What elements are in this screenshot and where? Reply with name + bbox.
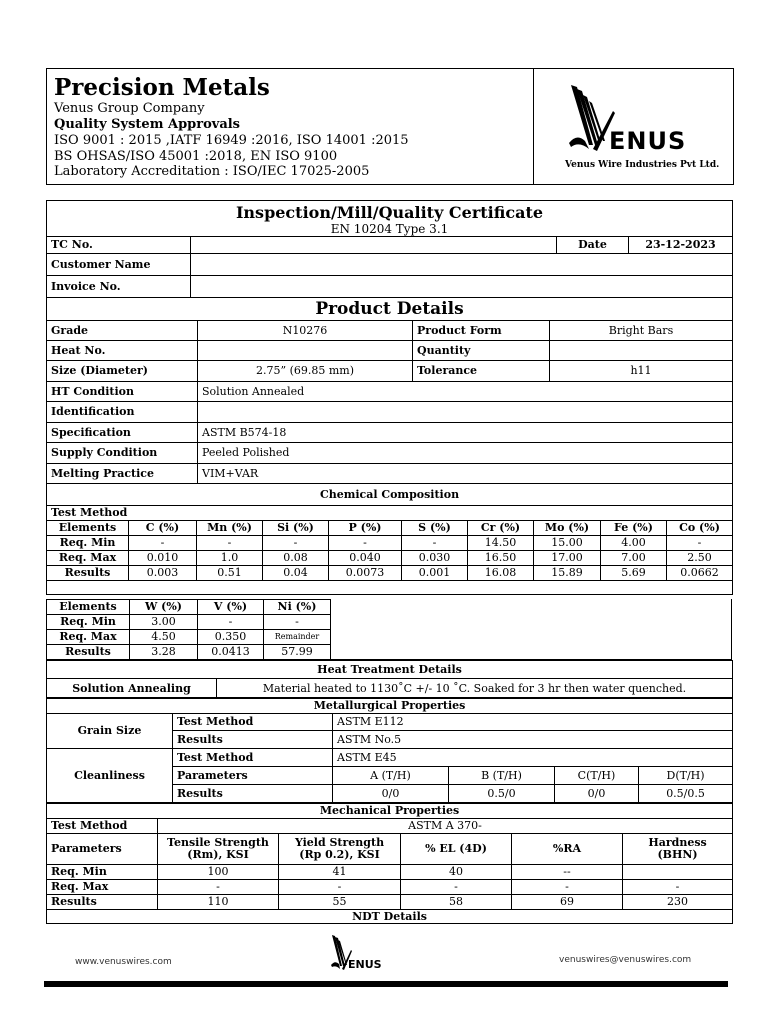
- mech-cell: -: [158, 880, 279, 895]
- table-row: [47, 880, 733, 895]
- mech-cell: -: [623, 880, 733, 895]
- product-title: Product Details: [47, 298, 733, 321]
- company-info: [47, 69, 534, 184]
- chem-cell: 15.89: [534, 566, 601, 581]
- cleanliness-label: Cleanliness: [47, 749, 173, 803]
- chem2-cell: Req. Max: [47, 630, 130, 645]
- mech-header: Hardness (BHN): [623, 834, 733, 865]
- chem-cell: Req. Max: [47, 551, 129, 566]
- chem-cell: 0.04: [263, 566, 329, 581]
- tolerance-label: Tolerance: [413, 361, 550, 382]
- metallurgy-table: [46, 697, 733, 803]
- form-value: Bright Bars: [550, 321, 733, 341]
- chem-cell: 1.0: [197, 551, 263, 566]
- heat-label: Solution Annealing: [47, 679, 217, 699]
- chem-header: P (%): [329, 521, 402, 536]
- chem-cell: 0.010: [129, 551, 197, 566]
- company-group: Venus Group Company: [54, 101, 205, 116]
- cert-subtitle: EN 10204 Type 3.1: [330, 222, 449, 236]
- logo-subtitle: Venus Wire Industries Pvt Ltd.: [565, 160, 720, 170]
- chem-cell: 0.001: [402, 566, 468, 581]
- heat-value: Material heated to 1130˚C +/- 10 ˚C. Soaked for 3 hr then water quenched.: [217, 679, 733, 699]
- footer-email: venuswires@venuswires.com: [559, 955, 692, 965]
- result-a: 0/0: [333, 785, 449, 803]
- chem2-cell: 3.28: [130, 645, 198, 660]
- mech-cell: 55: [279, 895, 401, 910]
- table-row: [47, 566, 733, 581]
- chem2-cell: 0.350: [198, 630, 264, 645]
- chem-header: Cr (%): [468, 521, 534, 536]
- mech-header: %RA: [512, 834, 623, 865]
- chem-cell: -: [197, 536, 263, 551]
- mech-header: Parameters: [47, 834, 158, 865]
- grain-res-value: ASTM No.5: [333, 731, 733, 749]
- logo-wordmark: ENUS: [609, 127, 687, 155]
- product-table: [46, 297, 733, 484]
- chem-cell: Req. Min: [47, 536, 129, 551]
- tolerance-value: h11: [550, 361, 733, 382]
- ndt-title: NDT Details: [47, 910, 733, 924]
- footer-bar: [44, 981, 728, 987]
- result-d: 0.5/0.5: [639, 785, 733, 803]
- heat-no-value: [198, 341, 413, 361]
- chem-cell: 14.50: [468, 536, 534, 551]
- size-value: 2.75” (69.85 mm): [198, 361, 413, 382]
- chem-header: Mn (%): [197, 521, 263, 536]
- chem-cell: -: [129, 536, 197, 551]
- supply-condition-label: Supply Condition: [47, 443, 198, 464]
- mech-cell: 230: [623, 895, 733, 910]
- chem-table-2: [46, 599, 331, 660]
- chem2-header: Ni (%): [264, 600, 331, 615]
- supply-condition-value: Peeled Polished: [198, 443, 733, 464]
- chem-cell: 2.50: [667, 551, 733, 566]
- chem-cell: 0.003: [129, 566, 197, 581]
- chem2-header: V (%): [198, 600, 264, 615]
- param-b: B (T/H): [449, 767, 555, 785]
- mech-cell: 110: [158, 895, 279, 910]
- chem-table: [46, 483, 733, 595]
- date-label: Date: [557, 237, 629, 254]
- param-d: D(T/H): [639, 767, 733, 785]
- table-row: [47, 615, 331, 630]
- melting-practice-value: VIM+VAR: [198, 464, 733, 484]
- chem2-cell: 3.00: [130, 615, 198, 630]
- chem2-cell: Remainder: [264, 630, 331, 645]
- grain-tm-value: ASTM E112: [333, 714, 733, 731]
- chem-header: Si (%): [263, 521, 329, 536]
- chem-cell: Results: [47, 566, 129, 581]
- chem-cell: -: [402, 536, 468, 551]
- chem2-cell: 57.99: [264, 645, 331, 660]
- params-label: Parameters: [173, 767, 333, 785]
- heat-table: [46, 660, 733, 699]
- chem2-cell: Results: [47, 645, 130, 660]
- footer-logo-wordmark: ENUS: [348, 958, 382, 971]
- clean-res-label: Results: [173, 785, 333, 803]
- chem-header: C (%): [129, 521, 197, 536]
- customer-value: [191, 254, 733, 276]
- mech-cell: 69: [512, 895, 623, 910]
- chem2-cell: 4.50: [130, 630, 198, 645]
- mech-header-row: [47, 834, 733, 865]
- cert-header-table: [46, 200, 733, 298]
- grade-value: N10276: [198, 321, 413, 341]
- chem-cell: 7.00: [601, 551, 667, 566]
- footer-logo: [330, 934, 400, 974]
- approvals-line-1: ISO 9001 : 2015 ,IATF 16949 :2016, ISO 14001 :2015: [54, 133, 409, 148]
- specification-label: Specification: [47, 423, 198, 443]
- tc-value: [191, 237, 557, 254]
- quantity-value: [550, 341, 733, 361]
- chem-spacer: [47, 581, 733, 595]
- chem-header: Mo (%): [534, 521, 601, 536]
- table-row: [47, 536, 733, 551]
- mech-cell: -: [279, 880, 401, 895]
- chem-cell: 0.0662: [667, 566, 733, 581]
- grain-res-label: Results: [173, 731, 333, 749]
- chem-test-method: Test Method: [47, 506, 733, 521]
- chem2-cell: -: [198, 615, 264, 630]
- chem-header: Co (%): [667, 521, 733, 536]
- clean-tm-value: ASTM E45: [333, 749, 733, 767]
- mech-header: Yield Strength (Rp 0.2), KSI: [279, 834, 401, 865]
- table-row: [47, 630, 331, 645]
- size-label: Size (Diameter): [47, 361, 198, 382]
- chem-cell: 15.00: [534, 536, 601, 551]
- company-name: Precision Metals: [54, 74, 270, 101]
- identification-label: Identification: [47, 402, 198, 423]
- identification-value: [198, 402, 733, 423]
- date-value: 23-12-2023: [629, 237, 733, 254]
- chem-header: Elements: [47, 521, 129, 536]
- table-row: [47, 645, 331, 660]
- chem2-header: Elements: [47, 600, 130, 615]
- approvals-line-2: BS OHSAS/ISO 45001 :2018, EN ISO 9100: [54, 149, 338, 164]
- quantity-label: Quantity: [413, 341, 550, 361]
- ht-condition-value: Solution Annealed: [198, 382, 733, 402]
- result-b: 0.5/0: [449, 785, 555, 803]
- chem2-header: W (%): [130, 600, 198, 615]
- mech-cell: [623, 865, 733, 880]
- cert-title-cell: [47, 201, 733, 237]
- accreditation: Laboratory Accreditation : ISO/IEC 17025-2005: [54, 164, 370, 179]
- chem2-cell: 0.0413: [198, 645, 264, 660]
- result-c: 0/0: [555, 785, 639, 803]
- chem-cell: 17.00: [534, 551, 601, 566]
- ht-condition-label: HT Condition: [47, 382, 198, 402]
- table-row: [47, 895, 733, 910]
- metal-title: Metallurgical Properties: [47, 698, 733, 714]
- heat-no-label: Heat No.: [47, 341, 198, 361]
- customer-label: Customer Name: [47, 254, 191, 276]
- chem-second-block: [46, 599, 732, 660]
- mech-header: Tensile Strength (Rm), KSI: [158, 834, 279, 865]
- mechanical-table: [46, 803, 733, 924]
- mech-cell: Results: [47, 895, 158, 910]
- heat-title: Heat Treatment Details: [47, 661, 733, 679]
- param-c: C(T/H): [555, 767, 639, 785]
- venus-logo: [537, 79, 731, 179]
- mech-tm-label: Test Method: [47, 819, 158, 834]
- footer-website: www.venuswires.com: [75, 957, 172, 967]
- table-row: [47, 551, 733, 566]
- mech-cell: 58: [401, 895, 512, 910]
- chem-cell: 0.040: [329, 551, 402, 566]
- invoice-value: [191, 276, 733, 298]
- cert-title: Inspection/Mill/Quality Certificate: [235, 203, 544, 222]
- mech-cell: Req. Min: [47, 865, 158, 880]
- chem-cell: 4.00: [601, 536, 667, 551]
- melting-practice-label: Melting Practice: [47, 464, 198, 484]
- invoice-label: Invoice No.: [47, 276, 191, 298]
- mech-title: Mechanical Properties: [47, 804, 733, 819]
- certificate-body: [46, 200, 732, 923]
- chem-cell: -: [263, 536, 329, 551]
- mech-cell: 41: [279, 865, 401, 880]
- chem-cell: -: [667, 536, 733, 551]
- chem-cell: 5.69: [601, 566, 667, 581]
- tc-label: TC No.: [47, 237, 191, 254]
- grain-tm-label: Test Method: [173, 714, 333, 731]
- approvals-title: Quality System Approvals: [54, 117, 240, 132]
- chem-cell: -: [329, 536, 402, 551]
- grade-label: Grade: [47, 321, 198, 341]
- clean-tm-label: Test Method: [173, 749, 333, 767]
- chem2-header-row: [47, 600, 331, 615]
- header-box: [46, 68, 734, 185]
- grain-size-label: Grain Size: [47, 714, 173, 749]
- mech-cell: 40: [401, 865, 512, 880]
- chem-header: S (%): [402, 521, 468, 536]
- param-a: A (T/H): [333, 767, 449, 785]
- mech-cell: Req. Max: [47, 880, 158, 895]
- chem2-cell: -: [264, 615, 331, 630]
- chem2-cell: Req. Min: [47, 615, 130, 630]
- mech-header: % EL (4D): [401, 834, 512, 865]
- mech-cell: -: [512, 880, 623, 895]
- chem-header: Fe (%): [601, 521, 667, 536]
- chem-cell: 0.030: [402, 551, 468, 566]
- chem-cell: 0.51: [197, 566, 263, 581]
- chem-cell: 16.08: [468, 566, 534, 581]
- mech-cell: -: [401, 880, 512, 895]
- mech-tm-value: ASTM A 370-: [158, 819, 733, 834]
- mech-cell: 100: [158, 865, 279, 880]
- form-label: Product Form: [413, 321, 550, 341]
- chem-cell: 0.08: [263, 551, 329, 566]
- chem-cell: 0.0073: [329, 566, 402, 581]
- mech-cell: --: [512, 865, 623, 880]
- chem-title: Chemical Composition: [47, 484, 733, 506]
- chem-header-row: [47, 521, 733, 536]
- table-row: [47, 865, 733, 880]
- chem-cell: 16.50: [468, 551, 534, 566]
- specification-value: ASTM B574-18: [198, 423, 733, 443]
